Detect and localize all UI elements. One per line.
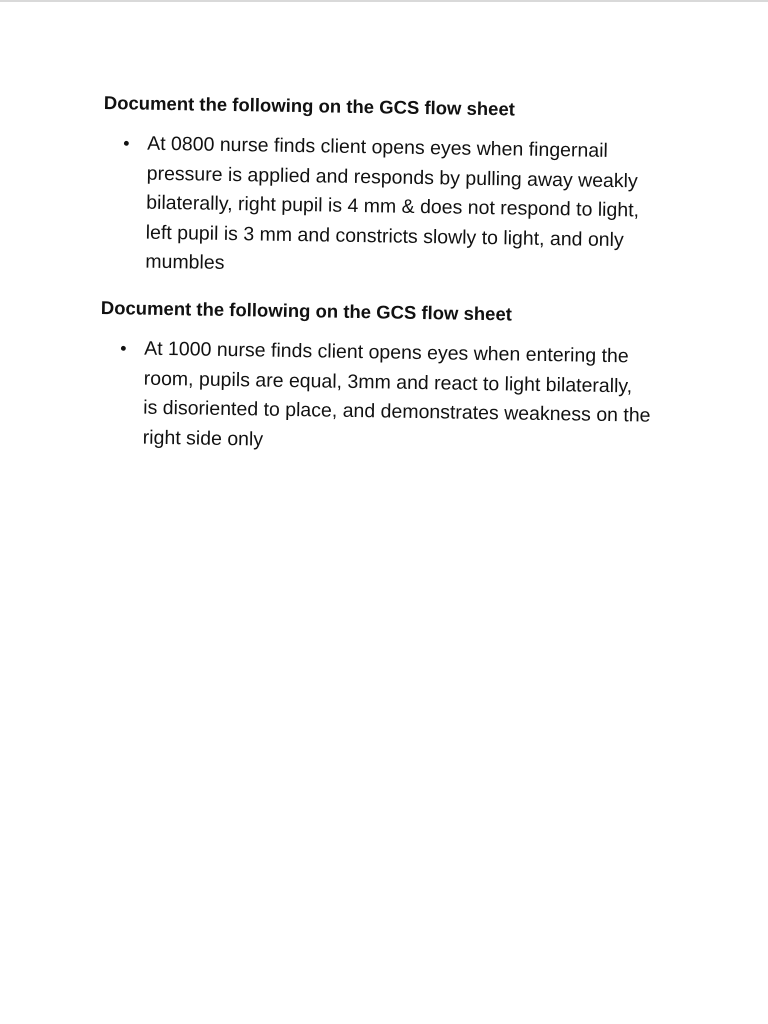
bullet-item <box>101 129 667 285</box>
text-line: right side only <box>142 426 264 451</box>
text-line: is disoriented to place, and demonstrates weakness on the <box>143 396 651 427</box>
gcs-section-0800 <box>101 91 704 286</box>
text-line: At 1000 nurse finds client opens eyes when entering the <box>144 337 629 368</box>
gcs-section-1000 <box>99 296 701 461</box>
bullet-icon: • <box>120 338 127 359</box>
section-heading: Document the following on the GCS flow sheet <box>100 296 513 325</box>
text-line: bilaterally, right pupil is 4 mm & does not respond to light, <box>146 191 640 222</box>
bullet-icon: • <box>123 133 130 154</box>
bullet-text <box>145 130 667 286</box>
text-line: room, pupils are equal, 3mm and react to light bilaterally, <box>143 367 633 397</box>
section-heading: Document the following on the GCS flow sheet <box>103 91 516 120</box>
text-line: At 0800 nurse finds client opens eyes when fingernail <box>147 132 609 162</box>
bullet-item <box>99 334 665 461</box>
bullet-text <box>143 335 665 461</box>
text-line: pressure is applied and responds by pulling away weakly <box>146 162 638 192</box>
text-line: left pupil is 3 mm and constricts slowly to light, and only <box>145 221 624 251</box>
text-line: mumbles <box>145 250 225 274</box>
